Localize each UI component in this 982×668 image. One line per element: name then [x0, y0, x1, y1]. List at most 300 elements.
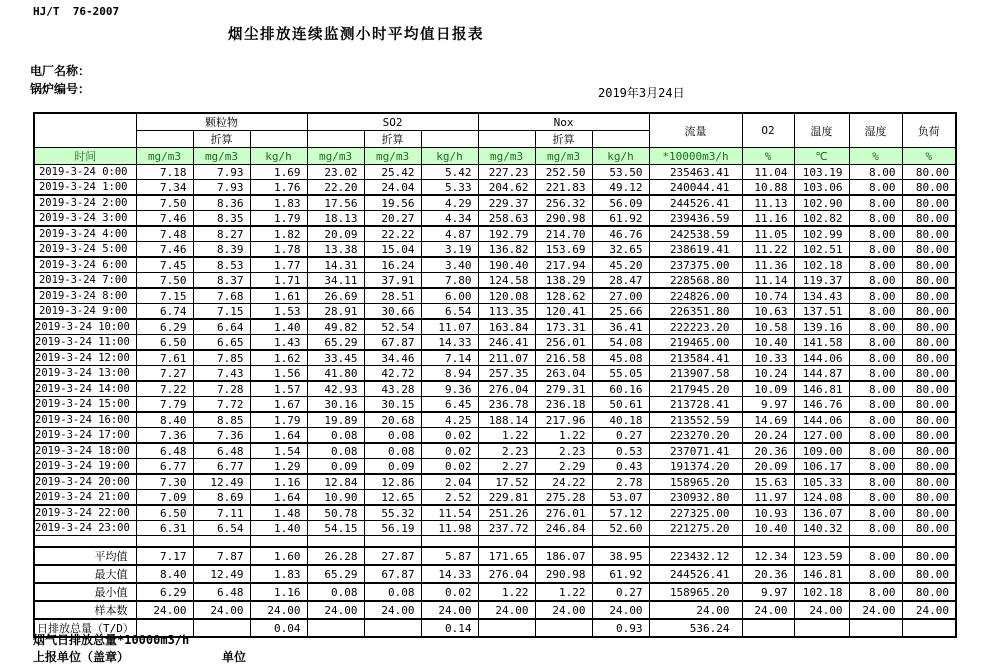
summary-row [34, 583, 956, 601]
value-cell: 144.06 [794, 350, 849, 366]
value-cell: 6.48 [136, 443, 193, 459]
value-cell: 50.78 [307, 505, 364, 521]
value-cell: 30.15 [364, 397, 421, 413]
value-cell: 54.15 [307, 521, 364, 536]
summary-value-cell [902, 619, 956, 637]
value-cell: 41.80 [307, 366, 364, 382]
spacer-cell [34, 536, 136, 548]
summary-value-cell: 24.00 [364, 601, 421, 619]
value-cell: 2.23 [535, 443, 592, 459]
value-cell: 8.53 [193, 257, 250, 273]
time-cell: 2019-3-24 20:00 [34, 474, 136, 490]
table-row [34, 319, 956, 335]
table-row [34, 474, 956, 490]
value-cell: 8.94 [421, 366, 478, 382]
table-row [34, 165, 956, 180]
value-cell: 11.14 [742, 273, 794, 289]
value-cell: 37.91 [364, 273, 421, 289]
value-cell: 11.54 [421, 505, 478, 521]
value-cell: 7.46 [136, 242, 193, 258]
sub-blank [307, 131, 364, 148]
value-cell: 1.77 [250, 257, 307, 273]
value-cell: 7.45 [136, 257, 193, 273]
value-cell: 80.00 [902, 521, 956, 536]
summary-value-cell: 7.17 [136, 547, 193, 565]
value-cell: 3.19 [421, 242, 478, 258]
value-cell: 49.12 [592, 180, 649, 196]
value-cell: 11.05 [742, 226, 794, 242]
value-cell: 20.36 [742, 443, 794, 459]
summary-row [34, 547, 956, 565]
value-cell: 219465.00 [649, 335, 742, 351]
value-cell: 30.66 [364, 304, 421, 320]
value-cell: 124.08 [794, 490, 849, 506]
value-cell: 20.24 [742, 428, 794, 444]
table-row [34, 490, 956, 506]
summary-value-cell [535, 619, 592, 637]
value-cell: 1.83 [250, 195, 307, 211]
unit-header: kg/h [592, 148, 649, 165]
value-cell: 102.51 [794, 242, 849, 258]
time-header: 时间 [34, 148, 136, 165]
unit-header: kg/h [250, 148, 307, 165]
value-cell: 7.15 [193, 304, 250, 320]
value-cell: 8.00 [849, 428, 902, 444]
value-cell: 6.48 [193, 443, 250, 459]
table-row [34, 521, 956, 536]
summary-value-cell: 0.04 [250, 619, 307, 637]
summary-value-cell: 0.14 [421, 619, 478, 637]
value-cell: 6.65 [193, 335, 250, 351]
value-cell: 20.09 [742, 459, 794, 475]
value-cell: 10.40 [742, 335, 794, 351]
value-cell: 113.35 [478, 304, 535, 320]
value-cell: 40.18 [592, 412, 649, 428]
value-cell: 1.53 [250, 304, 307, 320]
value-cell: 1.64 [250, 428, 307, 444]
value-cell: 8.40 [136, 412, 193, 428]
value-cell: 246.41 [478, 335, 535, 351]
summary-value-cell: 8.00 [849, 565, 902, 583]
value-cell: 2.27 [478, 459, 535, 475]
value-cell: 227.23 [478, 165, 535, 180]
value-cell: 2.23 [478, 443, 535, 459]
value-cell: 33.45 [307, 350, 364, 366]
value-cell: 8.35 [193, 211, 250, 227]
value-cell: 53.50 [592, 165, 649, 180]
value-cell: 102.18 [794, 257, 849, 273]
value-cell: 80.00 [902, 180, 956, 196]
value-cell: 0.53 [592, 443, 649, 459]
value-cell: 1.61 [250, 288, 307, 304]
value-cell: 8.00 [849, 490, 902, 506]
value-cell: 80.00 [902, 428, 956, 444]
summary-value-cell: 24.00 [794, 601, 849, 619]
spacer-cell [592, 536, 649, 548]
value-cell: 7.30 [136, 474, 193, 490]
value-cell: 11.04 [742, 165, 794, 180]
value-cell: 1.79 [250, 211, 307, 227]
value-cell: 56.09 [592, 195, 649, 211]
value-cell: 217.96 [535, 412, 592, 428]
value-cell: 28.91 [307, 304, 364, 320]
value-cell: 153.69 [535, 242, 592, 258]
value-cell: 8.27 [193, 226, 250, 242]
value-cell: 6.77 [136, 459, 193, 475]
value-cell: 173.31 [535, 319, 592, 335]
unit-label: 单位 [222, 650, 247, 664]
value-cell: 10.93 [742, 505, 794, 521]
value-cell: 1.79 [250, 412, 307, 428]
summary-label: 平均值 [34, 547, 136, 565]
value-cell: 0.08 [364, 428, 421, 444]
spacer-cell [307, 536, 364, 548]
time-cell: 2019-3-24 1:00 [34, 180, 136, 196]
value-cell: 80.00 [902, 443, 956, 459]
col-humidity: 湿度 [849, 113, 902, 148]
table-row [34, 412, 956, 428]
value-cell: 11.97 [742, 490, 794, 506]
value-cell: 7.48 [136, 226, 193, 242]
summary-value-cell: 24.00 [849, 601, 902, 619]
value-cell: 11.13 [742, 195, 794, 211]
sub-converted-nox: 折算 [535, 131, 592, 148]
value-cell: 52.60 [592, 521, 649, 536]
value-cell: 80.00 [902, 350, 956, 366]
value-cell: 1.22 [535, 428, 592, 444]
value-cell: 240044.41 [649, 180, 742, 196]
group-nox: Nox [478, 113, 649, 131]
value-cell: 80.00 [902, 319, 956, 335]
value-cell: 1.57 [250, 381, 307, 397]
value-cell: 128.62 [535, 288, 592, 304]
value-cell: 141.58 [794, 335, 849, 351]
value-cell: 80.00 [902, 459, 956, 475]
value-cell: 8.00 [849, 350, 902, 366]
value-cell: 13.38 [307, 242, 364, 258]
value-cell: 8.00 [849, 443, 902, 459]
value-cell: 60.16 [592, 381, 649, 397]
time-cell: 2019-3-24 19:00 [34, 459, 136, 475]
summary-value-cell: 80.00 [902, 547, 956, 565]
value-cell: 7.22 [136, 381, 193, 397]
unit-header: ℃ [794, 148, 849, 165]
spacer-cell [794, 536, 849, 548]
value-cell: 15.04 [364, 242, 421, 258]
value-cell: 0.27 [592, 428, 649, 444]
time-cell: 2019-3-24 12:00 [34, 350, 136, 366]
value-cell: 24.22 [535, 474, 592, 490]
value-cell: 3.40 [421, 257, 478, 273]
value-cell: 12.86 [364, 474, 421, 490]
value-cell: 146.81 [794, 381, 849, 397]
value-cell: 1.69 [250, 165, 307, 180]
value-cell: 6.50 [136, 505, 193, 521]
value-cell: 236.18 [535, 397, 592, 413]
value-cell: 211.07 [478, 350, 535, 366]
value-cell: 20.68 [364, 412, 421, 428]
summary-value-cell [794, 619, 849, 637]
value-cell: 8.00 [849, 242, 902, 258]
value-cell: 22.20 [307, 180, 364, 196]
value-cell: 139.16 [794, 319, 849, 335]
value-cell: 8.00 [849, 412, 902, 428]
summary-value-cell [849, 619, 902, 637]
value-cell: 4.29 [421, 195, 478, 211]
value-cell: 2.04 [421, 474, 478, 490]
value-cell: 57.12 [592, 505, 649, 521]
table-row [34, 195, 956, 211]
summary-value-cell: 80.00 [902, 583, 956, 601]
value-cell: 80.00 [902, 474, 956, 490]
monitoring-table [33, 112, 957, 638]
value-cell: 8.00 [849, 165, 902, 180]
value-cell: 10.40 [742, 521, 794, 536]
value-cell: 45.08 [592, 350, 649, 366]
value-cell: 1.40 [250, 521, 307, 536]
value-cell: 1.56 [250, 366, 307, 382]
summary-value-cell: 14.33 [421, 565, 478, 583]
table-row [34, 443, 956, 459]
report-date: 2019年3月24日 [598, 86, 685, 100]
value-cell: 275.28 [535, 490, 592, 506]
value-cell: 228568.80 [649, 273, 742, 289]
value-cell: 80.00 [902, 397, 956, 413]
table-row [34, 257, 956, 273]
value-cell: 276.01 [535, 505, 592, 521]
value-cell: 136.82 [478, 242, 535, 258]
value-cell: 0.43 [592, 459, 649, 475]
summary-row [34, 565, 956, 583]
spacer-row [34, 536, 956, 548]
summary-value-cell: 146.81 [794, 565, 849, 583]
value-cell: 19.89 [307, 412, 364, 428]
value-cell: 7.79 [136, 397, 193, 413]
unit-header: mg/m3 [478, 148, 535, 165]
value-cell: 7.27 [136, 366, 193, 382]
summary-value-cell: 1.83 [250, 565, 307, 583]
value-cell: 8.00 [849, 211, 902, 227]
value-cell: 6.45 [421, 397, 478, 413]
value-cell: 103.06 [794, 180, 849, 196]
value-cell: 8.00 [849, 319, 902, 335]
unit-header: mg/m3 [307, 148, 364, 165]
value-cell: 7.72 [193, 397, 250, 413]
value-cell: 8.00 [849, 366, 902, 382]
value-cell: 1.40 [250, 319, 307, 335]
summary-label: 最小值 [34, 583, 136, 601]
sub-converted-particulate: 折算 [193, 131, 250, 148]
value-cell: 256.32 [535, 195, 592, 211]
value-cell: 56.19 [364, 521, 421, 536]
summary-value-cell: 24.00 [193, 601, 250, 619]
spacer-cell [649, 536, 742, 548]
value-cell: 120.08 [478, 288, 535, 304]
value-cell: 144.87 [794, 366, 849, 382]
value-cell: 7.80 [421, 273, 478, 289]
table-row [34, 459, 956, 475]
value-cell: 0.02 [421, 428, 478, 444]
value-cell: 20.27 [364, 211, 421, 227]
value-cell: 5.42 [421, 165, 478, 180]
value-cell: 80.00 [902, 335, 956, 351]
value-cell: 237.72 [478, 521, 535, 536]
value-cell: 54.08 [592, 335, 649, 351]
value-cell: 105.33 [794, 474, 849, 490]
spacer-cell [742, 536, 794, 548]
value-cell: 32.65 [592, 242, 649, 258]
value-cell: 213552.59 [649, 412, 742, 428]
value-cell: 11.36 [742, 257, 794, 273]
summary-label: 日排放总量（T/D） [34, 619, 136, 637]
value-cell: 0.02 [421, 443, 478, 459]
time-cell: 2019-3-24 0:00 [34, 165, 136, 180]
summary-value-cell: 24.00 [902, 601, 956, 619]
value-cell: 8.00 [849, 474, 902, 490]
value-cell: 1.78 [250, 242, 307, 258]
standard-code: HJ/T 76-2007 [33, 5, 120, 18]
sub-blank [136, 131, 193, 148]
value-cell: 42.93 [307, 381, 364, 397]
value-cell: 2.78 [592, 474, 649, 490]
value-cell: 290.98 [535, 211, 592, 227]
value-cell: 12.65 [364, 490, 421, 506]
spacer-cell [902, 536, 956, 548]
value-cell: 7.34 [136, 180, 193, 196]
group-particulate: 颗粒物 [136, 113, 307, 131]
summary-value-cell [307, 619, 364, 637]
value-cell: 8.00 [849, 195, 902, 211]
table-row [34, 180, 956, 196]
value-cell: 49.82 [307, 319, 364, 335]
value-cell: 7.18 [136, 165, 193, 180]
summary-value-cell: 102.18 [794, 583, 849, 601]
value-cell: 102.99 [794, 226, 849, 242]
value-cell: 237071.41 [649, 443, 742, 459]
value-cell: 4.25 [421, 412, 478, 428]
value-cell: 80.00 [902, 242, 956, 258]
unit-header: mg/m3 [193, 148, 250, 165]
value-cell: 1.22 [478, 428, 535, 444]
value-cell: 226351.80 [649, 304, 742, 320]
value-cell: 43.28 [364, 381, 421, 397]
value-cell: 53.07 [592, 490, 649, 506]
value-cell: 42.72 [364, 366, 421, 382]
value-cell: 7.28 [193, 381, 250, 397]
summary-value-cell: 26.28 [307, 547, 364, 565]
value-cell: 4.87 [421, 226, 478, 242]
value-cell: 235463.41 [649, 165, 742, 180]
value-cell: 120.41 [535, 304, 592, 320]
value-cell: 10.63 [742, 304, 794, 320]
value-cell: 158965.20 [649, 474, 742, 490]
summary-label: 样本数 [34, 601, 136, 619]
value-cell: 80.00 [902, 490, 956, 506]
value-cell: 80.00 [902, 273, 956, 289]
summary-value-cell: 12.34 [742, 547, 794, 565]
value-cell: 109.00 [794, 443, 849, 459]
value-cell: 80.00 [902, 381, 956, 397]
table-row [34, 273, 956, 289]
value-cell: 55.05 [592, 366, 649, 382]
value-cell: 0.08 [307, 428, 364, 444]
value-cell: 102.90 [794, 195, 849, 211]
value-cell: 8.00 [849, 335, 902, 351]
spacer-cell [849, 536, 902, 548]
time-cell: 2019-3-24 18:00 [34, 443, 136, 459]
value-cell: 192.79 [478, 226, 535, 242]
value-cell: 80.00 [902, 288, 956, 304]
summary-value-cell: 158965.20 [649, 583, 742, 601]
summary-value-cell: 7.87 [193, 547, 250, 565]
time-cell: 2019-3-24 2:00 [34, 195, 136, 211]
value-cell: 8.00 [849, 180, 902, 196]
value-cell: 213728.41 [649, 397, 742, 413]
value-cell: 23.02 [307, 165, 364, 180]
value-cell: 6.74 [136, 304, 193, 320]
value-cell: 17.52 [478, 474, 535, 490]
value-cell: 214.70 [535, 226, 592, 242]
value-cell: 138.29 [535, 273, 592, 289]
value-cell: 80.00 [902, 366, 956, 382]
unit-header: mg/m3 [364, 148, 421, 165]
value-cell: 10.24 [742, 366, 794, 382]
value-cell: 1.29 [250, 459, 307, 475]
value-cell: 12.84 [307, 474, 364, 490]
value-cell: 223270.20 [649, 428, 742, 444]
value-cell: 1.48 [250, 505, 307, 521]
summary-value-cell: 24.00 [535, 601, 592, 619]
table-header [34, 113, 956, 165]
time-cell: 2019-3-24 22:00 [34, 505, 136, 521]
summary-value-cell: 6.48 [193, 583, 250, 601]
summary-value-cell: 0.08 [307, 583, 364, 601]
unit-header: mg/m3 [535, 148, 592, 165]
value-cell: 1.16 [250, 474, 307, 490]
sub-blank [592, 131, 649, 148]
time-cell: 2019-3-24 3:00 [34, 211, 136, 227]
value-cell: 6.64 [193, 319, 250, 335]
sub-blank [421, 131, 478, 148]
unit-header: mg/m3 [136, 148, 193, 165]
summary-value-cell: 24.00 [307, 601, 364, 619]
table-row [34, 366, 956, 382]
value-cell: 6.31 [136, 521, 193, 536]
time-cell: 2019-3-24 7:00 [34, 273, 136, 289]
time-cell: 2019-3-24 21:00 [34, 490, 136, 506]
value-cell: 229.81 [478, 490, 535, 506]
value-cell: 1.71 [250, 273, 307, 289]
table-row [34, 335, 956, 351]
spacer-cell [535, 536, 592, 548]
value-cell: 34.11 [307, 273, 364, 289]
value-cell: 242538.59 [649, 226, 742, 242]
value-cell: 18.13 [307, 211, 364, 227]
value-cell: 7.50 [136, 195, 193, 211]
value-cell: 4.34 [421, 211, 478, 227]
summary-value-cell: 24.00 [478, 601, 535, 619]
value-cell: 7.36 [193, 428, 250, 444]
value-cell: 17.56 [307, 195, 364, 211]
table-row [34, 288, 956, 304]
value-cell: 5.33 [421, 180, 478, 196]
value-cell: 8.69 [193, 490, 250, 506]
value-cell: 236.78 [478, 397, 535, 413]
summary-value-cell: 24.00 [742, 601, 794, 619]
summary-value-cell: 80.00 [902, 565, 956, 583]
summary-label: 最大值 [34, 565, 136, 583]
time-cell: 2019-3-24 13:00 [34, 366, 136, 382]
